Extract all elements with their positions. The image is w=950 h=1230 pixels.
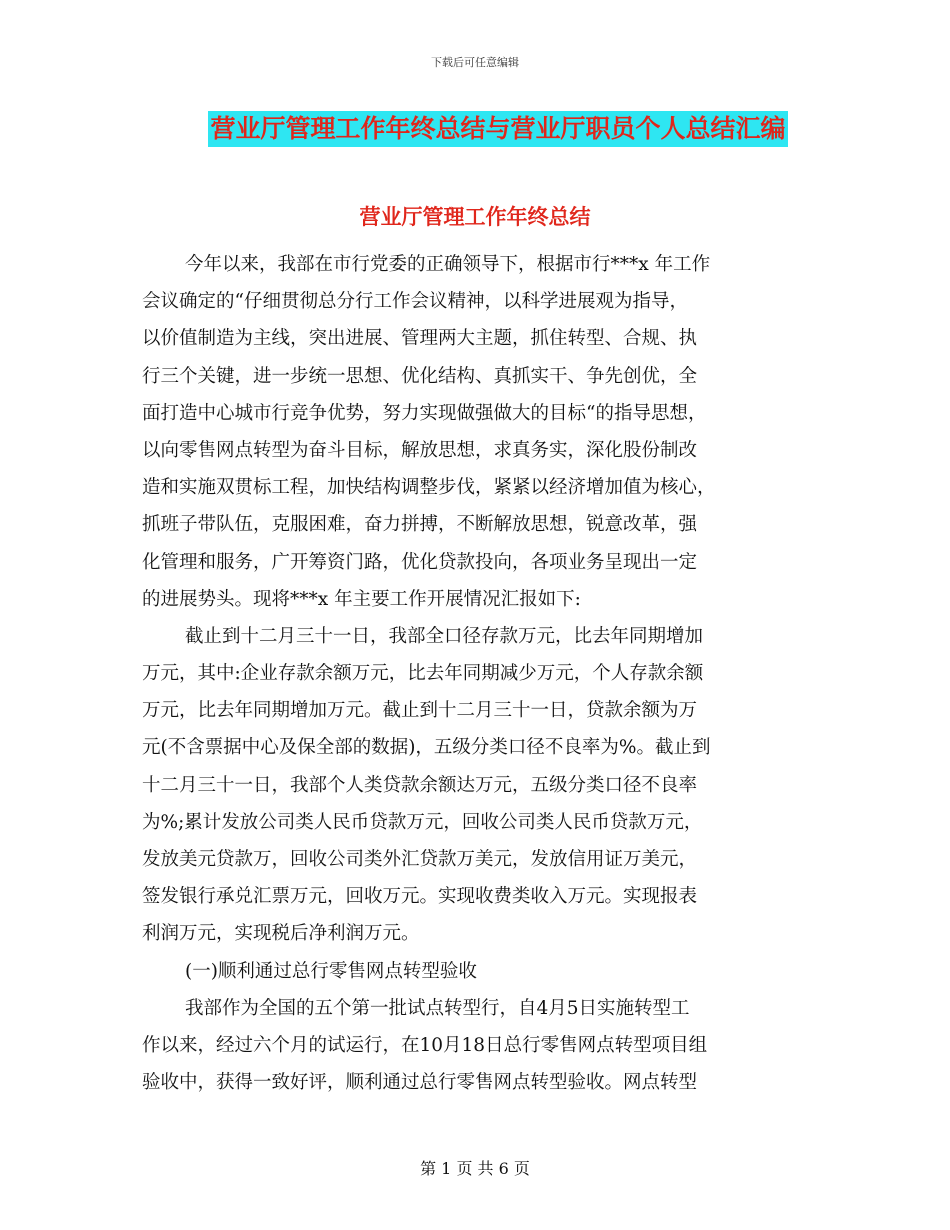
paragraph-line: 我部作为全国的五个第一批试点转型行，自4月5日实施转型工 — [185, 997, 690, 1019]
paragraph-line: 签发银行承兑汇票万元，回收万元。实现收费类收入万元。实现报表 — [142, 886, 698, 908]
paragraph-line: 以价值制造为主线，突出进展、管理两大主题，抓住转型、合规、执 — [142, 328, 698, 350]
paragraph-line: 抓班子带队伍，克服困难，奋力拼搏，不断解放思想，锐意改革，强 — [142, 514, 698, 536]
paragraph-line: 行三个关键，进一步统一思想、优化结构、真抓实干、争先创优，全 — [142, 365, 698, 387]
subsection-heading: (一)顺利通过总行零售网点转型验收 — [185, 960, 477, 982]
section-title: 营业厅管理工作年终总结 — [359, 205, 591, 229]
paragraph-line: 面打造中心城市行竞争优势，努力实现做强做大的目标“的指导思想， — [142, 402, 707, 424]
paragraph-line: 的进展势头。现将***x 年主要工作开展情况汇报如下: — [142, 588, 581, 610]
paragraph-line: 利润万元，实现税后净利润万元。 — [142, 923, 420, 945]
body-text — [142, 246, 802, 1101]
paragraph-line: 万元，其中:企业存款余额万元，比去年同期减少万元，个人存款余额 — [142, 663, 704, 685]
page-header-note: 下载后可任意编辑 — [431, 56, 519, 69]
document-title: 营业厅管理工作年终总结与营业厅职员个人总结汇编 — [208, 111, 787, 147]
paragraph-line: 万元，比去年同期增加万元。截止到十二月三十一日，贷款余额为万 — [142, 700, 698, 722]
paragraph-line: 化管理和服务，广开筹资门路，优化贷款投向，各项业务呈现出一定 — [142, 551, 698, 573]
paragraph-line: 今年以来，我部在市行党委的正确领导下，根据市行***x 年工作 — [185, 254, 711, 275]
paragraph-line: 元(不含票据中心及保全部的数据)，五级分类口径不良率为%。截止到 — [142, 737, 711, 759]
paragraph-line: 会议确定的“仔细贯彻总分行工作会议精神，以科学进展观为指导， — [142, 291, 688, 313]
paragraph-line: 验收中，获得一致好评，顺利通过总行零售网点转型验收。网点转型 — [142, 1072, 698, 1094]
paragraph-line: 作以来，经过六个月的试运行，在10月18日总行零售网点转型项目组 — [142, 1034, 708, 1056]
main-title-container — [0, 111, 950, 147]
paragraph-line: 为%;累计发放公司类人民币贷款万元，回收公司类人民币贷款万元， — [142, 811, 703, 833]
paragraph-line: 发放美元贷款万，回收公司类外汇贷款万美元，发放信用证万美元， — [142, 849, 698, 870]
paragraph-line: 以向零售网点转型为奋斗目标，解放思想，求真务实，深化股份制改 — [142, 439, 698, 461]
paragraph-line: 造和实施双贯标工程，加快结构调整步伐，紧紧以经济增加值为核心， — [142, 477, 716, 499]
paragraph-line: 十二月三十一日，我部个人类贷款余额达万元，五级分类口径不良率 — [142, 774, 698, 796]
paragraph-line: 截止到十二月三十一日，我部全口径存款万元，比去年同期增加 — [185, 625, 704, 647]
page-number: 第 1 页 共 6 页 — [420, 1159, 530, 1178]
